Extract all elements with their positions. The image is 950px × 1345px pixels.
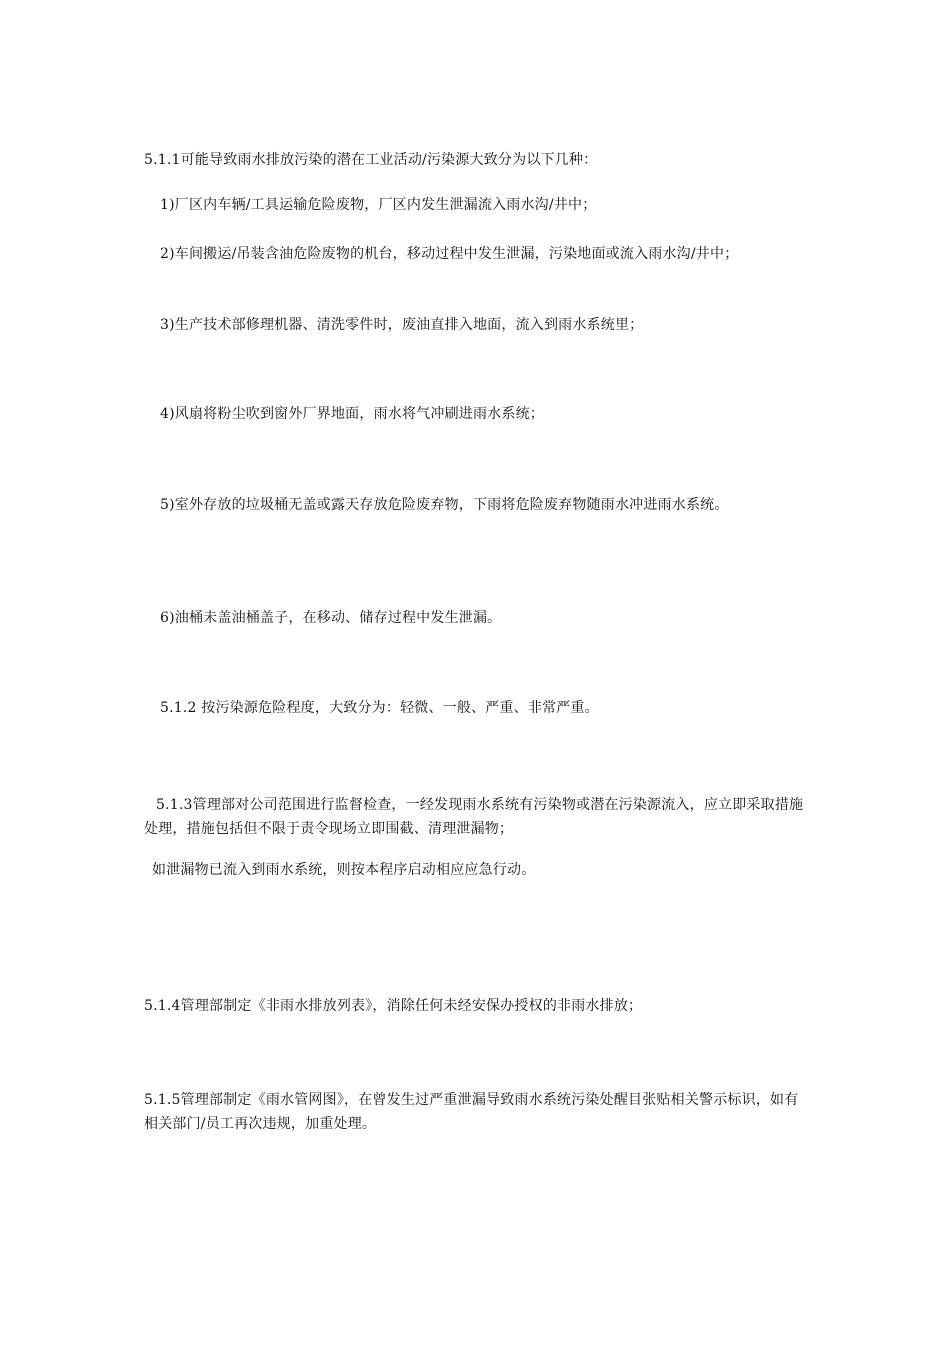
paragraph-5-1-4: 5.1.4管理部制定《非雨水排放列表》，消除任何未经安保办授权的非雨水排放； [144,998,643,1014]
list-item-6: 6)油桶未盖油桶盖子，在移动、储存过程中发生泄漏。 [160,610,502,626]
list-item-3: 3)生产技术部修理机器、清洗零件时，废油直排入地面，流入到雨水系统里； [160,317,644,333]
paragraph-5-1-3: 5.1.3管理部对公司范围进行监督检查，一经发现雨水系统有污染物或潜在污染源流入，应立即采取措施处理，措施包括但不限于责令现场立即围截、清理泄漏物； [144,797,804,837]
list-item-4: 4)风扇将粉尘吹到窗外厂界地面，雨水将气冲刷进雨水系统； [160,406,544,422]
paragraph-leak-response: 如泄漏物已流入到雨水系统，则按本程序启动相应应急行动。 [152,862,536,878]
list-item-1: 1)厂区内车辆/工具运输危险废物，厂区内发生泄漏流入雨水沟/井中； [160,197,597,213]
paragraph-5-1-5: 5.1.5管理部制定《雨水管网图》，在曾发生过严重泄漏导致雨水系统污染处醒目张贴相关警示标识，如有相关部门/员工再次违规，加重处理。 [144,1092,799,1132]
paragraph-5-1-2: 5.1.2 按污染源危险程度，大致分为：轻微、一般、严重、非常严重。 [160,700,599,716]
list-item-5: 5)室外存放的垃圾桶无盖或露天存放危险废弃物，下雨将危险废弃物随雨水冲进雨水系统。 [160,497,729,513]
paragraph-5-1-1: 5.1.1可能导致雨水排放污染的潜在工业活动/污染源大致分为以下几种： [144,152,598,168]
list-item-2: 2)车间搬运/吊装含油危险废物的机台，移动过程中发生泄漏，污染地面或流入雨水沟/井中； [160,246,739,262]
